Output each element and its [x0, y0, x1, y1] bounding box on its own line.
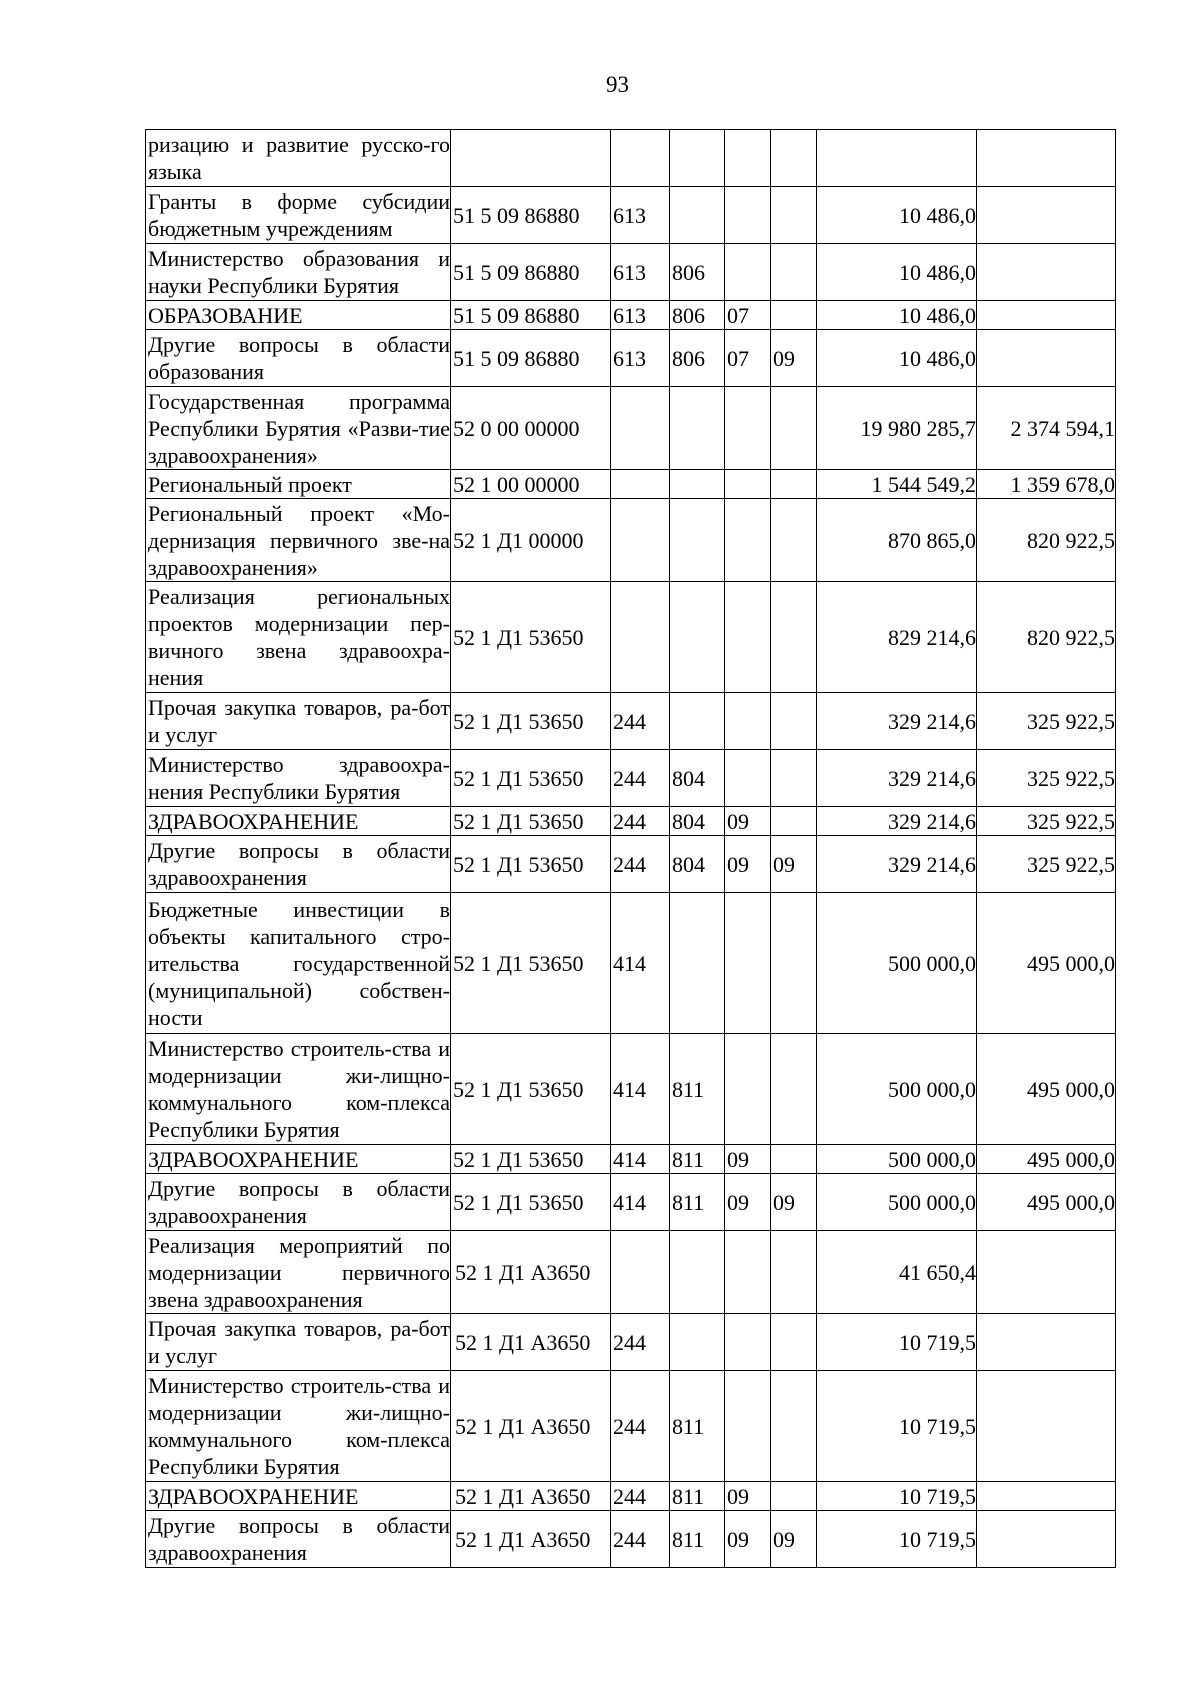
row-amount-2: 820 922,5: [977, 582, 1116, 693]
row-subsection: [771, 1231, 817, 1314]
row-ministry-code: 811: [670, 1371, 725, 1482]
row-amount-1: 41 650,4: [817, 1231, 977, 1314]
row-amount-2: 495 000,0: [977, 1145, 1116, 1174]
row-amount-2: 1 359 678,0: [977, 470, 1116, 499]
table-row: [146, 1231, 1116, 1314]
row-amount-2: 325 922,5: [977, 693, 1116, 750]
row-expense-type: [611, 499, 670, 582]
row-subsection: [771, 387, 817, 470]
row-name: ризацию и развитие русско-го языка: [146, 130, 451, 187]
row-subsection: [771, 1371, 817, 1482]
row-expense-type: 244: [611, 750, 670, 807]
row-amount-2: [977, 301, 1116, 330]
row-name: Прочая закупка товаров, ра-бот и услуг: [146, 693, 451, 750]
row-subsection: [771, 499, 817, 582]
row-expense-type: [611, 1231, 670, 1314]
table-row: [146, 187, 1116, 244]
row-amount-1: 329 214,6: [817, 807, 977, 836]
row-section: 07: [725, 301, 771, 330]
row-subsection: 09: [771, 1511, 817, 1568]
row-ministry-code: [670, 187, 725, 244]
row-name: ЗДРАВООХРАНЕНИЕ: [146, 807, 451, 836]
table-row: [146, 499, 1116, 582]
row-name: Другие вопросы в области образования: [146, 330, 451, 387]
row-amount-1: 870 865,0: [817, 499, 977, 582]
row-amount-1: 500 000,0: [817, 893, 977, 1034]
table-row: [146, 807, 1116, 836]
row-expense-type: 244: [611, 1314, 670, 1371]
row-amount-1: 500 000,0: [817, 1145, 977, 1174]
row-target-article: 52 1 Д1 53650: [451, 582, 611, 693]
row-name: Региональный проект «Мо-дернизация первичного зве-на здравоохранения»: [146, 499, 451, 582]
row-amount-2: [977, 1511, 1116, 1568]
table-row: [146, 130, 1116, 187]
row-target-article: 52 1 Д1 53650: [451, 1174, 611, 1231]
row-ministry-code: 811: [670, 1482, 725, 1511]
row-ministry-code: 804: [670, 807, 725, 836]
row-amount-1: 10 719,5: [817, 1482, 977, 1511]
row-amount-1: 10 486,0: [817, 301, 977, 330]
row-subsection: [771, 244, 817, 301]
row-amount-2: [977, 330, 1116, 387]
table-row: [146, 693, 1116, 750]
row-amount-2: 2 374 594,1: [977, 387, 1116, 470]
row-amount-2: 495 000,0: [977, 1034, 1116, 1145]
row-target-article: 51 5 09 86880: [451, 244, 611, 301]
row-subsection: 09: [771, 330, 817, 387]
row-amount-2: [977, 187, 1116, 244]
row-expense-type: [611, 130, 670, 187]
row-expense-type: 244: [611, 836, 670, 893]
row-ministry-code: [670, 470, 725, 499]
row-ministry-code: 804: [670, 750, 725, 807]
row-ministry-code: [670, 582, 725, 693]
row-amount-1: 10 486,0: [817, 187, 977, 244]
row-expense-type: 244: [611, 1482, 670, 1511]
row-expense-type: 244: [611, 1371, 670, 1482]
row-target-article: 52 1 Д1 53650: [451, 1145, 611, 1174]
row-ministry-code: 806: [670, 330, 725, 387]
row-ministry-code: [670, 693, 725, 750]
row-amount-1: 1 544 549,2: [817, 470, 977, 499]
row-amount-1: 329 214,6: [817, 750, 977, 807]
row-target-article: 52 1 00 00000: [451, 470, 611, 499]
row-section: [725, 130, 771, 187]
row-name: Другие вопросы в области здравоохранения: [146, 1511, 451, 1568]
row-target-article: 52 1 Д1 53650: [451, 1034, 611, 1145]
row-amount-2: 495 000,0: [977, 893, 1116, 1034]
row-amount-1: 10 486,0: [817, 330, 977, 387]
row-amount-1: 500 000,0: [817, 1034, 977, 1145]
table-row: [146, 244, 1116, 301]
row-expense-type: 414: [611, 1034, 670, 1145]
row-name: ЗДРАВООХРАНЕНИЕ: [146, 1482, 451, 1511]
row-target-article: 52 1 Д1 00000: [451, 499, 611, 582]
row-expense-type: [611, 582, 670, 693]
row-name: Министерство строитель-ства и модернизации жи-лищно-коммунального ком-плекса Республики Бурятия: [146, 1371, 451, 1482]
row-section: [725, 1314, 771, 1371]
table-row: [146, 750, 1116, 807]
table-row: [146, 470, 1116, 499]
row-section: [725, 499, 771, 582]
row-target-article: 51 5 09 86880: [451, 330, 611, 387]
row-name: Министерство образования и науки Республики Бурятия: [146, 244, 451, 301]
row-section: [725, 387, 771, 470]
page-number: 93: [606, 72, 629, 97]
row-target-article: 52 1 Д1 53650: [451, 693, 611, 750]
row-section: 07: [725, 330, 771, 387]
row-section: [725, 582, 771, 693]
row-ministry-code: 811: [670, 1145, 725, 1174]
row-section: [725, 1371, 771, 1482]
row-subsection: [771, 893, 817, 1034]
row-expense-type: 414: [611, 1145, 670, 1174]
row-amount-1: 10 719,5: [817, 1314, 977, 1371]
row-subsection: [771, 582, 817, 693]
row-target-article: 52 1 Д1 53650: [451, 807, 611, 836]
row-subsection: [771, 1034, 817, 1145]
row-expense-type: [611, 470, 670, 499]
table-row: [146, 836, 1116, 893]
table-row: [146, 1482, 1116, 1511]
row-subsection: [771, 693, 817, 750]
row-amount-1: 500 000,0: [817, 1174, 977, 1231]
budget-table-body: [146, 130, 1116, 1568]
row-section: 09: [725, 807, 771, 836]
row-section: [725, 187, 771, 244]
row-subsection: [771, 750, 817, 807]
row-amount-1: [817, 130, 977, 187]
row-name: ЗДРАВООХРАНЕНИЕ: [146, 1145, 451, 1174]
row-name: Реализация мероприятий по модернизации первичного звена здравоохранения: [146, 1231, 451, 1314]
row-amount-1: 829 214,6: [817, 582, 977, 693]
row-name: Министерство здравоохра-нения Республики Бурятия: [146, 750, 451, 807]
table-row: [146, 330, 1116, 387]
row-name: Бюджетные инвестиции в объекты капитального стро-ительства государственной (муниципальной) собствен-ности: [146, 893, 451, 1034]
row-expense-type: 244: [611, 807, 670, 836]
row-amount-1: 19 980 285,7: [817, 387, 977, 470]
row-section: 09: [725, 836, 771, 893]
row-subsection: 09: [771, 836, 817, 893]
row-amount-1: 10 486,0: [817, 244, 977, 301]
row-amount-1: 10 719,5: [817, 1371, 977, 1482]
row-amount-1: 329 214,6: [817, 693, 977, 750]
row-amount-2: [977, 130, 1116, 187]
row-name: Реализация региональных проектов модернизации пер-вичного звена здравоохра-нения: [146, 582, 451, 693]
row-subsection: [771, 130, 817, 187]
row-section: 09: [725, 1145, 771, 1174]
row-ministry-code: 811: [670, 1034, 725, 1145]
table-row: [146, 1174, 1116, 1231]
table-row: [146, 1314, 1116, 1371]
table-row: [146, 1371, 1116, 1482]
row-target-article: 52 1 Д1 А3650: [451, 1482, 611, 1511]
row-section: 09: [725, 1482, 771, 1511]
row-ministry-code: 804: [670, 836, 725, 893]
table-row: [146, 893, 1116, 1034]
row-section: [725, 693, 771, 750]
row-target-article: 52 1 Д1 53650: [451, 893, 611, 1034]
row-section: 09: [725, 1174, 771, 1231]
row-section: [725, 1231, 771, 1314]
row-name: ОБРАЗОВАНИЕ: [146, 301, 451, 330]
row-subsection: 09: [771, 1174, 817, 1231]
row-subsection: [771, 1314, 817, 1371]
row-ministry-code: 806: [670, 301, 725, 330]
row-amount-2: [977, 1371, 1116, 1482]
row-expense-type: 244: [611, 693, 670, 750]
table-row: [146, 1511, 1116, 1568]
table-row: [146, 582, 1116, 693]
row-target-article: 52 1 Д1 53650: [451, 836, 611, 893]
row-amount-2: 325 922,5: [977, 807, 1116, 836]
row-ministry-code: [670, 130, 725, 187]
row-section: [725, 750, 771, 807]
row-section: [725, 893, 771, 1034]
row-expense-type: 414: [611, 1174, 670, 1231]
row-name: Гранты в форме субсидии бюджетным учреждениям: [146, 187, 451, 244]
row-amount-2: 325 922,5: [977, 750, 1116, 807]
row-subsection: [771, 470, 817, 499]
row-expense-type: 613: [611, 301, 670, 330]
row-amount-2: [977, 1231, 1116, 1314]
row-amount-2: [977, 1482, 1116, 1511]
row-target-article: [451, 130, 611, 187]
row-ministry-code: 811: [670, 1174, 725, 1231]
row-amount-2: 495 000,0: [977, 1174, 1116, 1231]
row-subsection: [771, 187, 817, 244]
table-row: [146, 387, 1116, 470]
row-target-article: 52 0 00 00000: [451, 387, 611, 470]
row-subsection: [771, 1482, 817, 1511]
row-amount-1: 10 719,5: [817, 1511, 977, 1568]
row-name: Государственная программа Республики Бурятия «Разви-тие здравоохранения»: [146, 387, 451, 470]
row-expense-type: 244: [611, 1511, 670, 1568]
row-name: Другие вопросы в области здравоохранения: [146, 1174, 451, 1231]
row-ministry-code: [670, 1314, 725, 1371]
row-expense-type: 414: [611, 893, 670, 1034]
table-row: [146, 301, 1116, 330]
row-ministry-code: [670, 387, 725, 470]
row-section: [725, 1034, 771, 1145]
row-subsection: [771, 807, 817, 836]
row-section: [725, 244, 771, 301]
row-name: Министерство строитель-ства и модернизации жи-лищно-коммунального ком-плекса Республики Бурятия: [146, 1034, 451, 1145]
row-ministry-code: [670, 499, 725, 582]
row-target-article: 51 5 09 86880: [451, 187, 611, 244]
row-expense-type: 613: [611, 187, 670, 244]
budget-table: [145, 129, 1116, 1568]
row-section: [725, 470, 771, 499]
row-target-article: 52 1 Д1 А3650: [451, 1371, 611, 1482]
table-row: [146, 1034, 1116, 1145]
row-amount-2: 820 922,5: [977, 499, 1116, 582]
row-target-article: 52 1 Д1 А3650: [451, 1511, 611, 1568]
table-row: [146, 1145, 1116, 1174]
row-expense-type: 613: [611, 244, 670, 301]
row-name: Прочая закупка товаров, ра-бот и услуг: [146, 1314, 451, 1371]
row-ministry-code: [670, 1231, 725, 1314]
row-target-article: 52 1 Д1 53650: [451, 750, 611, 807]
row-name: Другие вопросы в области здравоохранения: [146, 836, 451, 893]
row-ministry-code: 811: [670, 1511, 725, 1568]
row-amount-2: [977, 1314, 1116, 1371]
row-ministry-code: [670, 893, 725, 1034]
row-subsection: [771, 1145, 817, 1174]
row-ministry-code: 806: [670, 244, 725, 301]
row-expense-type: 613: [611, 330, 670, 387]
row-subsection: [771, 301, 817, 330]
row-name: Региональный проект: [146, 470, 451, 499]
row-amount-2: 325 922,5: [977, 836, 1116, 893]
row-section: 09: [725, 1511, 771, 1568]
row-target-article: 52 1 Д1 А3650: [451, 1231, 611, 1314]
row-amount-1: 329 214,6: [817, 836, 977, 893]
row-expense-type: [611, 387, 670, 470]
row-target-article: 51 5 09 86880: [451, 301, 611, 330]
row-amount-2: [977, 244, 1116, 301]
row-target-article: 52 1 Д1 А3650: [451, 1314, 611, 1371]
